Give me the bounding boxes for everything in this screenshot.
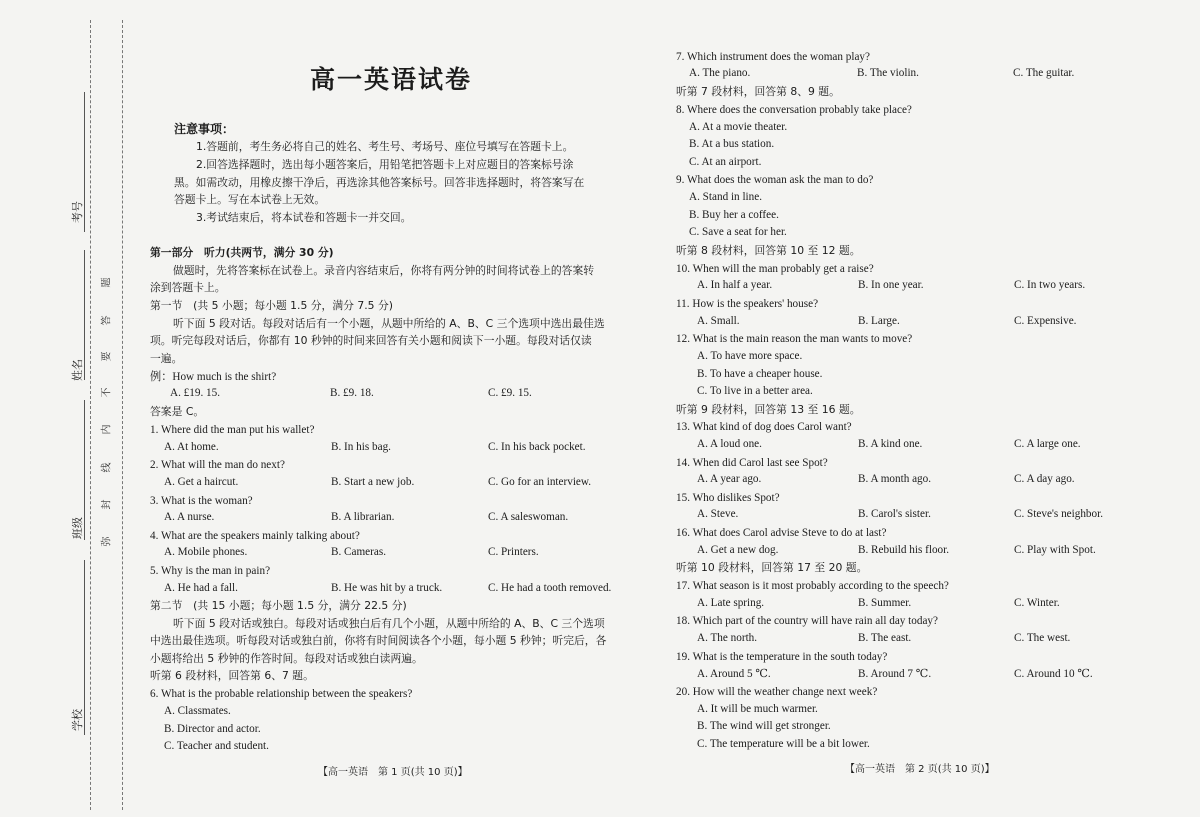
section2-intro-1: 听下面 5 段对话或独白。每段对话或独白后有几个小题，从题中所给的 A、B、C 三个选项 [173,617,605,630]
question-20: 20. How will the weather change next week? [676,686,878,698]
material-6-instruction: 听第 6 段材料，回答第 6、7 题。 [150,669,314,682]
q12-option-a[interactable]: A. To have more space. [697,350,803,362]
question-7: 7. Which instrument does the woman play? [676,51,870,63]
question-13: 13. What kind of dog does Carol want? [676,421,852,433]
q17-option-a[interactable]: A. Late spring. [697,597,765,609]
notice-item-3: 3.考试结束后，将本试卷和答题卡一并交回。 [196,211,412,224]
seal-char-2: 答 [101,315,113,326]
seal-char-8: 弥 [101,536,113,547]
q5-option-a[interactable]: A. He had a fall. [164,582,238,594]
seal-char-7: 封 [101,499,113,510]
material-7-instruction: 听第 7 段材料，回答第 8、9 题。 [676,85,840,98]
section1-intro-3: 一遍。 [150,352,183,365]
question-3: 3. What is the woman? [150,495,253,507]
q10-option-c[interactable]: C. In two years. [1014,279,1086,291]
q15-option-b[interactable]: B. Carol's sister. [858,508,931,520]
q20-option-b[interactable]: B. The wind will get stronger. [697,720,831,732]
example-option-c: C. £9. 15. [488,387,532,399]
question-14: 14. When did Carol last see Spot? [676,457,828,469]
notice-item-2: 2.回答选择题时，选出每小题答案后，用铅笔把答题卡上对应题目的答案标号涂 [196,158,574,171]
notice-heading: 注意事项： [174,122,235,136]
part1-intro-1: 做题时，先将答案标在试卷上。录音内容结束后，你将有两分钟的时间将试卷上的答案转 [173,264,595,277]
question-4: 4. What are the speakers mainly talking about? [150,530,360,542]
question-12: 12. What is the main reason the man wants to move? [676,333,913,345]
q2-option-a[interactable]: A. Get a haircut. [164,476,239,488]
binding-label-name: 姓名 [71,359,84,381]
seal-char-4: 不 [101,387,113,398]
page-title: 高一英语试卷 [310,65,473,94]
material-9-instruction: 听第 9 段材料，回答第 13 至 16 题。 [676,403,861,416]
section2-heading: 第二节 (共 15 小题；每小题 1.5 分，满分 22.5 分) [150,599,407,612]
footer-page-2: 【高一英语 第 2 页(共 10 页)】 [845,764,995,775]
q9-option-a[interactable]: A. Stand in line. [689,191,763,203]
binding-label-class: 班级 [71,517,84,539]
q14-option-a[interactable]: A. A year ago. [697,473,762,485]
q18-option-a[interactable]: A. The north. [697,632,758,644]
q7-option-b[interactable]: B. The violin. [857,67,919,79]
question-1: 1. Where did the man put his wallet? [150,424,315,436]
q10-option-b[interactable]: B. In one year. [858,279,924,291]
q6-option-a[interactable]: A. Classmates. [164,705,231,717]
q4-option-c[interactable]: C. Printers. [488,546,539,558]
q3-option-b[interactable]: B. A librarian. [331,511,395,523]
seal-char-3: 要 [101,351,113,362]
q15-option-a[interactable]: A. Steve. [697,508,739,520]
question-5: 5. Why is the man in pain? [150,565,271,577]
binding-label-school: 学校 [71,709,84,731]
seal-char-6: 线 [101,462,113,473]
question-19: 19. What is the temperature in the south today? [676,651,888,663]
question-6: 6. What is the probable relationship between the speakers? [150,688,413,700]
section1-intro-2: 项。听完每段对话后，你都有 10 秒钟的时间来回答有关小题和阅读下一小题。每段对话仅读 [150,334,592,347]
footer-page-1: 【高一英语 第 1 页(共 10 页)】 [318,767,468,778]
q13-option-c[interactable]: C. A large one. [1014,438,1081,450]
q6-option-c[interactable]: C. Teacher and student. [164,740,269,752]
q7-option-c[interactable]: C. The guitar. [1013,67,1075,79]
part1-intro-2: 涂到答题卡上。 [150,281,226,294]
q2-option-c[interactable]: C. Go for an interview. [488,476,592,488]
section1-intro-1: 听下面 5 段对话。每段对话后有一个小题，从题中所给的 A、B、C 三个选项中选出最佳选 [173,317,605,330]
q12-option-b[interactable]: B. To have a cheaper house. [697,368,823,380]
q14-option-c[interactable]: C. A day ago. [1014,473,1075,485]
example-answer: 答案是 C。 [150,405,205,418]
material-8-instruction: 听第 8 段材料，回答第 10 至 12 题。 [676,244,861,257]
example-option-b: B. £9. 18. [330,387,374,399]
question-16: 16. What does Carol advise Steve to do at last? [676,527,887,539]
question-8: 8. Where does the conversation probably take place? [676,104,912,116]
q4-option-b[interactable]: B. Cameras. [331,546,386,558]
section2-intro-3: 小题将给出 5 秒钟的作答时间。每段对话或独白读两遍。 [150,652,423,665]
q17-option-b[interactable]: B. Summer. [858,597,912,609]
q19-option-a[interactable]: A. Around 5 ℃. [697,668,771,680]
q11-option-c[interactable]: C. Expensive. [1014,315,1077,327]
question-2: 2. What will the man do next? [150,459,285,471]
part1-heading: 第一部分 听力(共两节，满分 30 分) [150,246,334,259]
question-18: 18. Which part of the country will have rain all day today? [676,615,938,627]
seal-char-1: 题 [101,277,113,288]
q20-option-c[interactable]: C. The temperature will be a bit lower. [697,738,870,750]
binding-dash-line-outer [90,20,91,810]
section2-intro-2: 中选出最佳选项。听每段对话或独白前，你将有时间阅读各个小题，每小题 5 秒钟；听完后，各 [150,634,607,647]
q20-option-a[interactable]: A. It will be much warmer. [697,703,818,715]
q8-option-a[interactable]: A. At a movie theater. [689,121,788,133]
q19-option-b[interactable]: B. Around 7 ℃. [858,668,932,680]
question-10: 10. When will the man probably get a raise? [676,263,874,275]
q16-option-c[interactable]: C. Play with Spot. [1014,544,1096,556]
notice-item-2-cont2: 答题卡上。写在本试卷上无效。 [174,193,326,206]
exam-number-field[interactable] [84,92,86,232]
binding-margin [0,0,128,817]
q8-option-b[interactable]: B. At a bus station. [689,138,775,150]
q18-option-b[interactable]: B. The east. [858,632,912,644]
q1-option-c[interactable]: C. In his back pocket. [488,441,586,453]
section1-heading: 第一节 (共 5 小题；每小题 1.5 分，满分 7.5 分) [150,299,393,312]
q19-option-c[interactable]: C. Around 10 ℃. [1014,668,1093,680]
q7-option-a[interactable]: A. The piano. [689,67,751,79]
notice-item-2-cont: 黑。如需改动，用橡皮擦干净后，再选涂其他答案标号。回答非选择题时，将答案写在 [174,176,585,189]
binding-label-exam-number: 考号 [71,201,84,223]
question-9: 9. What does the woman ask the man to do? [676,174,874,186]
q16-option-b[interactable]: B. Rebuild his floor. [858,544,950,556]
q12-option-c[interactable]: C. To live in a better area. [697,385,813,397]
q3-option-c[interactable]: C. A saleswoman. [488,511,569,523]
notice-item-1: 1.答题前，考生务必将自己的姓名、考生号、考场号、座位号填写在答题卡上。 [196,140,574,153]
q3-option-a[interactable]: A. A nurse. [164,511,215,523]
q9-option-c[interactable]: C. Save a seat for her. [689,226,787,238]
material-10-instruction: 听第 10 段材料，回答第 17 至 20 题。 [676,561,868,574]
q6-option-b[interactable]: B. Director and actor. [164,723,261,735]
name-field[interactable] [84,250,86,380]
q10-option-a[interactable]: A. In half a year. [697,279,773,291]
q5-option-c[interactable]: C. He had a tooth removed. [488,582,612,594]
q1-option-b[interactable]: B. In his bag. [331,441,391,453]
question-11: 11. How is the speakers' house? [676,298,819,310]
q14-option-b[interactable]: B. A month ago. [858,473,932,485]
q5-option-b[interactable]: B. He was hit by a truck. [331,582,443,594]
example-question: 例：How much is the shirt? [150,371,277,383]
q11-option-a[interactable]: A. Small. [697,315,740,327]
q4-option-a[interactable]: A. Mobile phones. [164,546,248,558]
q1-option-a[interactable]: A. At home. [164,441,219,453]
class-field[interactable] [84,400,86,540]
school-field[interactable] [84,560,86,735]
q15-option-c[interactable]: C. Steve's neighbor. [1014,508,1104,520]
example-option-a: A. £19. 15. [170,387,221,399]
q13-option-b[interactable]: B. A kind one. [858,438,923,450]
q16-option-a[interactable]: A. Get a new dog. [697,544,779,556]
seal-char-5: 内 [101,424,113,435]
q18-option-c[interactable]: C. The west. [1014,632,1071,644]
q9-option-b[interactable]: B. Buy her a coffee. [689,209,779,221]
q17-option-c[interactable]: C. Winter. [1014,597,1060,609]
q8-option-c[interactable]: C. At an airport. [689,156,762,168]
binding-dash-line-inner [122,20,123,810]
q2-option-b[interactable]: B. Start a new job. [331,476,415,488]
q11-option-b[interactable]: B. Large. [858,315,900,327]
question-17: 17. What season is it most probably according to the speech? [676,580,949,592]
q13-option-a[interactable]: A. A loud one. [697,438,762,450]
question-15: 15. Who dislikes Spot? [676,492,780,504]
